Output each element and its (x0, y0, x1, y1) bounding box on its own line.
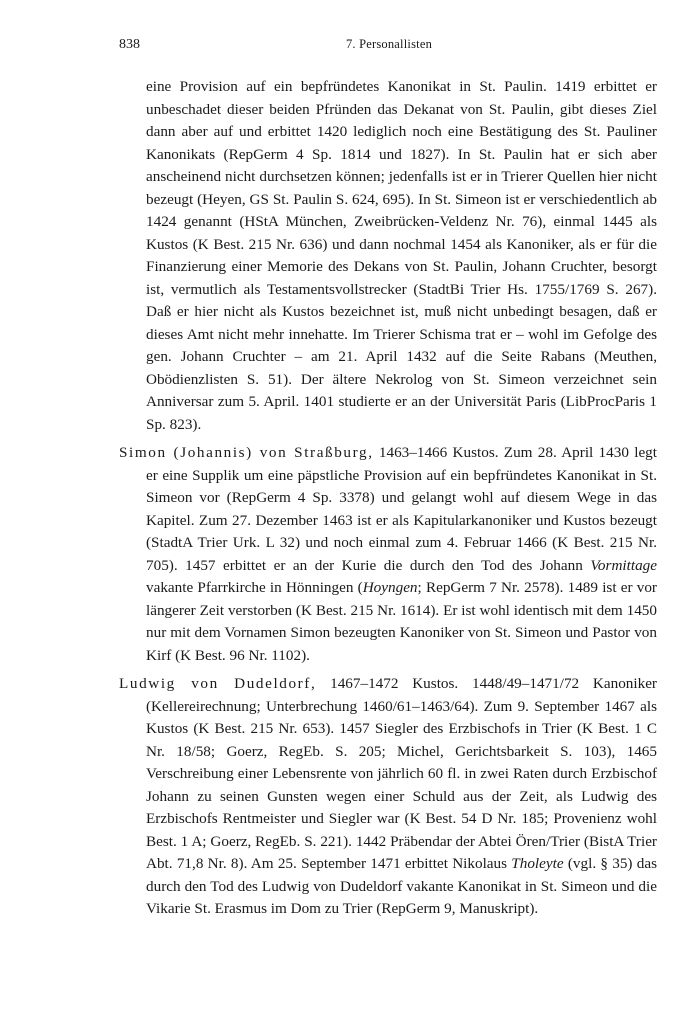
entry-ludwig-von-dudeldorf (119, 673, 657, 921)
paragraph-continuation (119, 76, 657, 436)
italic-name-vormittage: Vormittage (590, 556, 657, 574)
italic-name-tholeyte: Tholeyte (511, 855, 564, 872)
body-text (119, 76, 657, 921)
entry-text: ; RepGerm 7 Nr. 2578). 1489 ist er vor längerer Zeit verstorben (K Best. 215 Nr. 1614). Er ist wohl identisch mit dem 1450 nur mit dem Vornamen Simon bezeugten Kanoniker von St. Simeon und Pastor von Kirf (K Best. 96 Nr. 1102). (146, 579, 657, 664)
entry-text: (vgl. § 35) das durch den Tod des Ludwig von Dudeldorf vakante Kanonikat in St. Simeon und die Vikarie St. Erasmus im Dom zu Trier (RepGerm 9, Manuskript). (146, 855, 657, 917)
entry-text: 1463–1466 Kustos. Zum 28. April 1430 legt er eine Supplik um eine päpstliche Provision auf ein bepfründetes Kanonikat in St. Simeon vor (RepGerm 4 Sp. 3378) und gelangt wohl auf diesem Wege in das Kapitel. Zum 27. Dezember 1463 ist er als Kapitularkanoniker und Kustos bezeugt (StadtA Trier Urk. L 32) und noch einmal zum 4. Februar 1466 (K Best. 215 Nr. 705). 1457 erbittet er an der Kurie die durch den Tod des Johann (146, 444, 657, 574)
paragraph-text: eine Provision auf ein bepfründetes Kanonikat in St. Paulin. 1419 erbittet er unbeschadet dieser beiden Pfründen das Dekanat von St. Paulin, gibt dieses Ziel dann aber auf und erbittet 1420 lediglich noch eine Bestätigung des St. Pauliner Kanonikats (RepGerm 4 Sp. 1814 und 1827). In St. Paulin hat er sich aber anscheinend nicht durchsetzen können; jedenfalls ist er in Trierer Quellen hier nicht bezeugt (Heyen, GS St. Paulin S. 624, 695). In St. Simeon ist er verschiedentlich ab 1424 genannt (HStA München, Zweibrücken-Veldenz Nr. 76), einmal 1445 als Kustos (K Best. 215 Nr. 636) und dann nochmal 1454 als Kanoniker, als er für die Finanzierung einer Memorie des Dekans von St. Paulin, Johann Cruchter, besorgt ist, vermutlich als Testamentsvollstrecker (StadtBi Trier Hs. 1755/1769 S. 267). Daß er hier nicht als Kustos bezeichnet ist, muß nicht unbedingt besagen, daß er dieses Amt nicht mehr innehatte. Im Trierer Schisma trat er – wohl im Gefolge des gen. Johann Cruchter – am 21. April 1432 auf die Seite Rabans (Meuthen, Obödienzlisten S. 51). Der ältere Nekrolog von St. Simeon verzeichnet sein Anniversar zum 5. April. 1401 studierte er an der Universität Paris (LibProcParis 1 Sp. 823). (146, 78, 657, 433)
page-number: 838 (119, 37, 140, 52)
chapter-title: 7. Personallisten (345, 37, 433, 51)
italic-place-hoyngen: Hoyngen (362, 579, 418, 596)
entry-simon-von-strassburg (119, 442, 657, 667)
running-head (119, 37, 659, 57)
entry-text: 1467–1472 Kustos. 1448/49–1471/72 Kanoniker (Kellereirechnung; Unterbrechung 1460/61–1463/64). Zum 9. September 1467 als Kustos (K Best. 215 Nr. 653). 1457 Siegler des Erzbischofs in Trier (K Best. 1 C Nr. 18/58; Goerz, RegEb. S. 205; Michel, Gerichtsbarkeit S. 103), 1465 Verschreibung einer Lebensrente von jährlich 60 fl. in zwei Raten durch Erzbischof Johann zu seinen Gunsten wegen einer Schuld aus der Zeit, als Ludwig des Erzbischofs Rentmeister und Siegler war (K Best. 54 D Nr. 185; Provenienz wohl Best. 1 A; Goerz, RegEb. S. 221). 1442 Präbendar der Abtei Ören/Trier (BistA Trier Abt. 71,8 Nr. 8). Am 25. September 1471 erbittet Nikolaus (146, 675, 657, 872)
entry-name: Simon (Johannis) von Straßburg, (119, 444, 374, 461)
entry-name: Ludwig von Dudeldorf, (119, 675, 317, 692)
entry-text: vakante Pfarrkirche in Hönningen ( (146, 579, 363, 596)
